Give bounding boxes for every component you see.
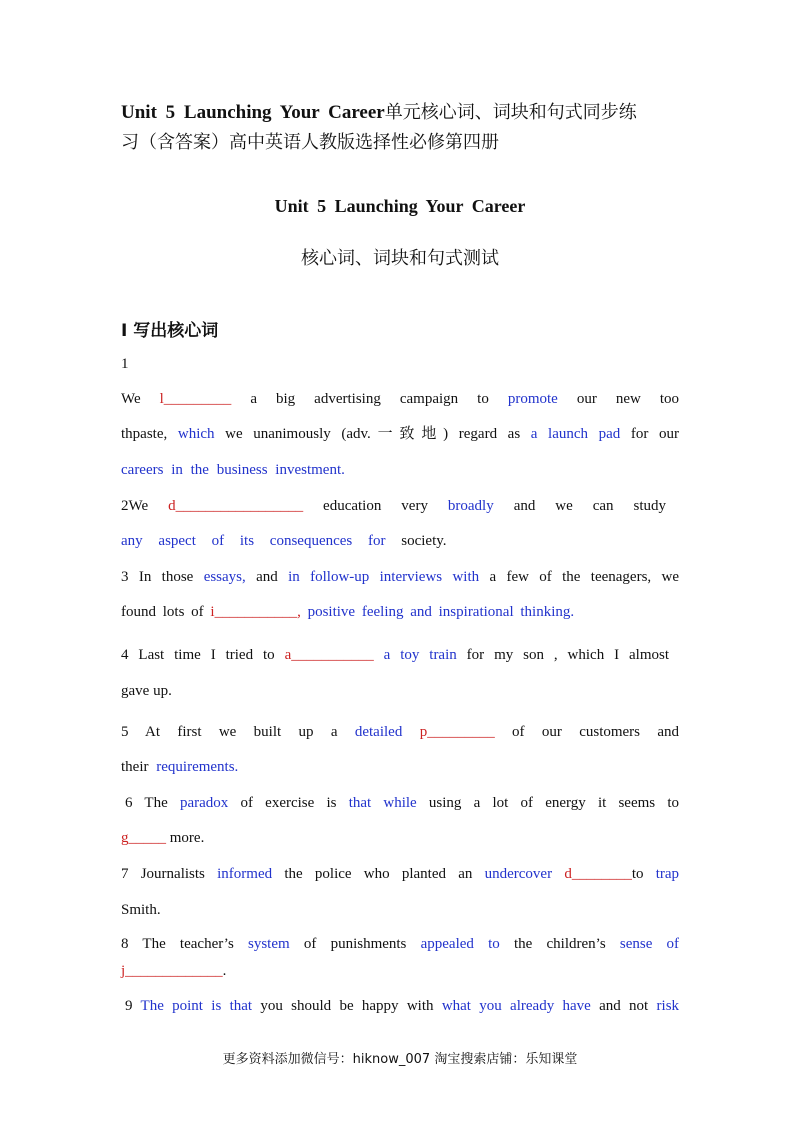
question-1-line2: thpaste, which we unanimously (adv.一致地) regard as a launch pad for our — [121, 426, 680, 442]
document-title — [121, 98, 691, 158]
question-5-line1: 5 At first we built up a detailed p_________ of our customers and — [121, 724, 680, 740]
blank-1: l_________ — [159, 391, 232, 407]
question-5-line2: their requirements. — [121, 759, 239, 775]
question-9-line1: 9 The point is that you should be happy with what you already have and not risk — [125, 998, 680, 1014]
question-8-line2: j_____________. — [121, 963, 227, 979]
unit-subtitle: Unit 5 Launching Your Career — [274, 196, 526, 216]
blank-6: g_____ — [121, 830, 166, 846]
blank-2: d_________________ — [168, 498, 304, 514]
part-heading: I 写出核心词 — [121, 321, 219, 341]
title-chinese-line1: 单元核心词、词块和句式同步练 — [384, 102, 637, 123]
question-7-line1: 7 Journalists informed the police who planted an undercover d________to trap — [121, 866, 680, 882]
question-7-line2: Smith. — [121, 902, 161, 918]
question-3-line1: 3 In those essays, and in follow-up interviews with a few of the teenagers, we — [121, 569, 679, 585]
section-title: 核心词、词块和句式测试 — [301, 248, 499, 269]
question-2-line1: 2We d_________________ education very broadly and we can study — [121, 498, 667, 514]
blank-5: p_________ — [419, 724, 495, 740]
question-2-line2: any aspect of its consequences for society. — [121, 533, 447, 549]
question-4-line1: 4 Last time I tried to a___________ a toy train for my son , which I almost — [121, 647, 669, 663]
blank-8: j_____________ — [121, 963, 223, 979]
question-1-line3: careers in the business investment. — [121, 462, 345, 478]
question-3-line2: found lots of i___________, positive feeling and inspirational thinking. — [121, 604, 575, 620]
blank-7: d________ — [564, 866, 632, 882]
question-6-line1: 6 The paradox of exercise is that while using a lot of energy it seems to — [125, 795, 679, 811]
question-4-line2: gave up. — [121, 683, 172, 699]
title-english: Unit 5 Launching Your Career — [121, 102, 385, 123]
title-chinese-line2: 习（含答案）高中英语人教版选择性必修第四册 — [121, 132, 499, 153]
question-1-line1: We l_________ a big advertising campaign to promote our new too — [121, 391, 680, 407]
blank-3: i___________, — [210, 604, 301, 620]
question-6-line2: g_____ more. — [121, 830, 205, 846]
page-footer: 更多资料添加微信号：hiknow_007 淘宝搜索店铺：乐知课堂 — [222, 1052, 578, 1067]
question-1-number: 1 — [121, 356, 129, 372]
question-8-line1: 8 The teacher’s system of punishments appealed to the children’s sense of — [121, 936, 680, 952]
blank-4: a___________ — [284, 647, 374, 663]
